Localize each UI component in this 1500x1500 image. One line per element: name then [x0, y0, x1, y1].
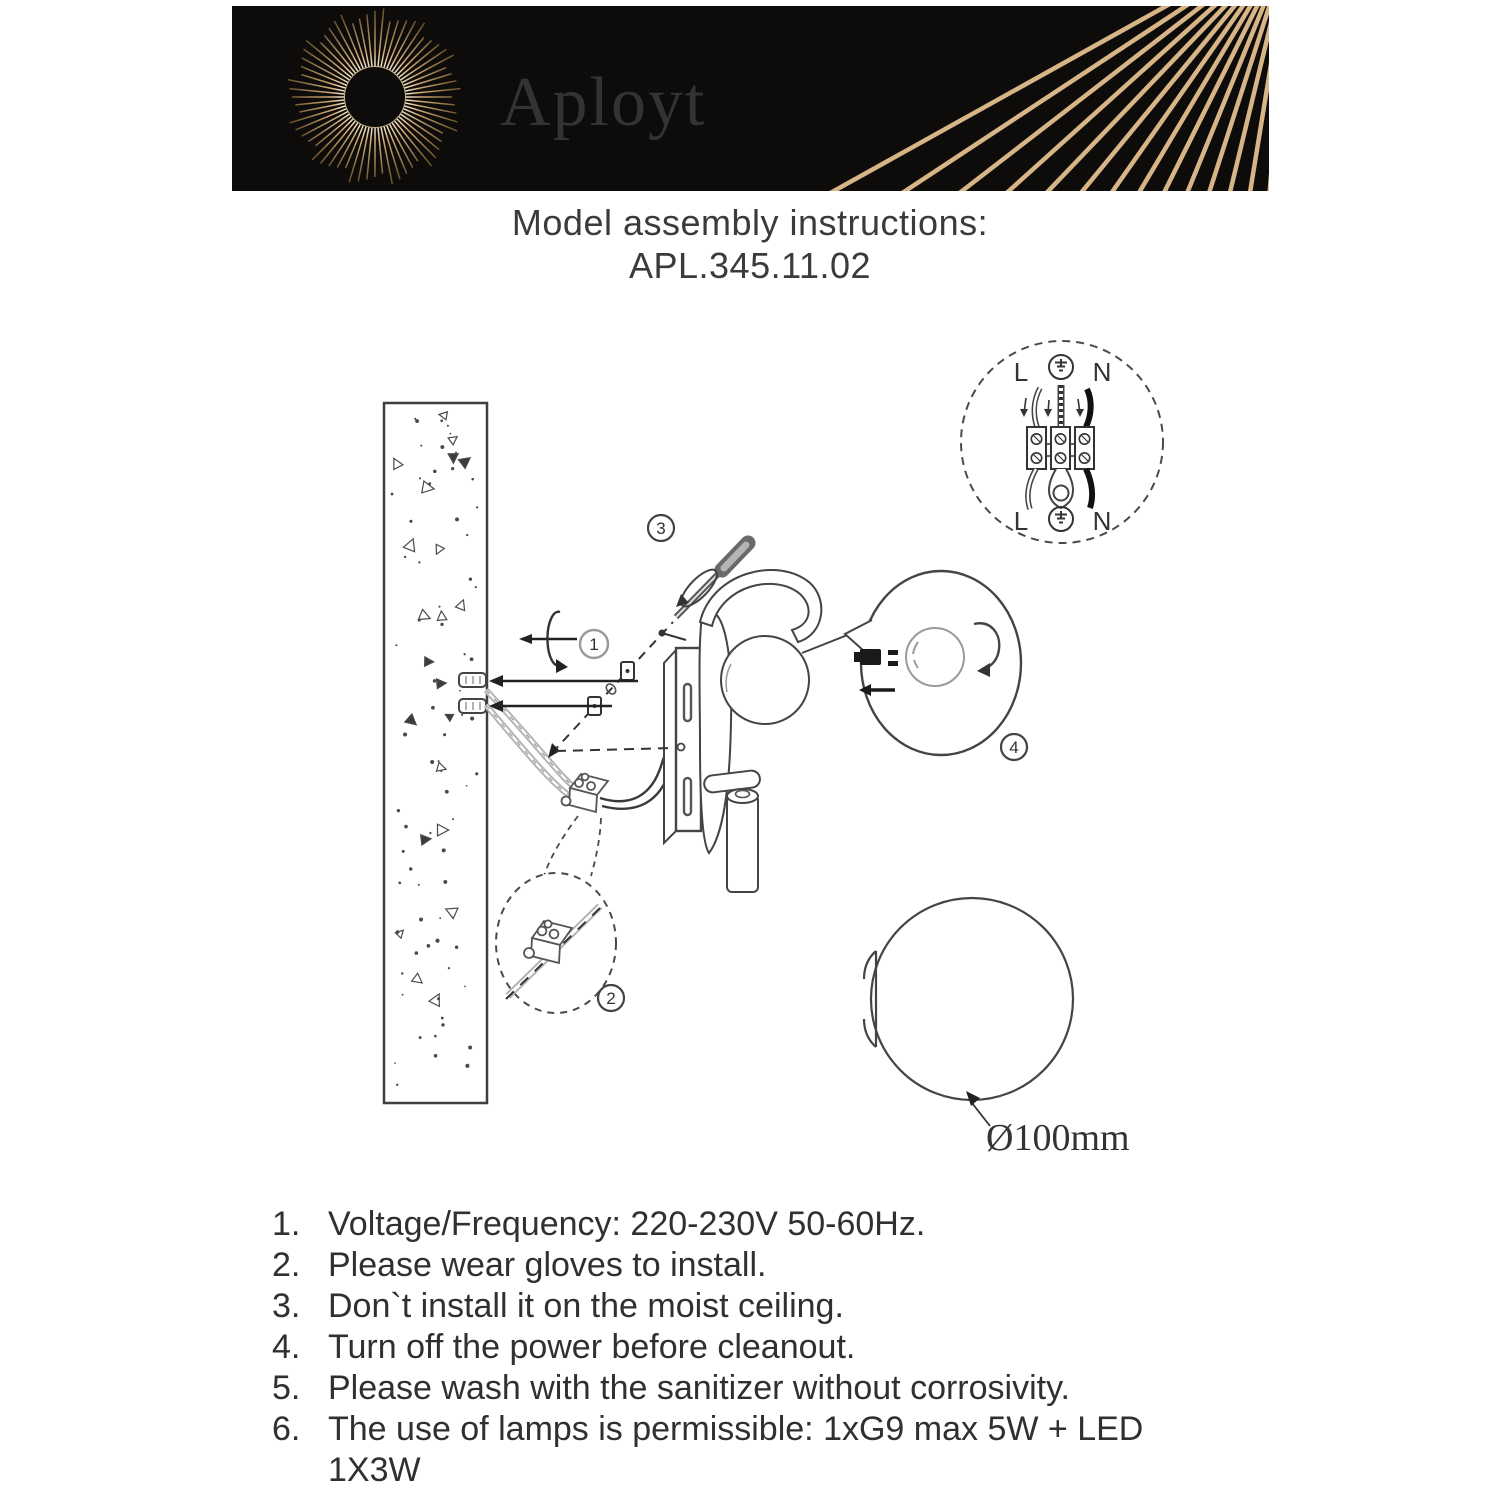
callout-1: 1: [589, 635, 599, 654]
list-item: [272, 1245, 1212, 1286]
list-item: [272, 1327, 1212, 1368]
item-text: Turn off the power before cleanout.: [328, 1328, 856, 1366]
callout-1-group: [519, 612, 608, 673]
page-title: Model assembly instructions:: [511, 202, 989, 243]
item-text: Please wash with the sanitizer without corrosivity.: [328, 1369, 1071, 1407]
item-number: 3.: [272, 1287, 301, 1325]
mounting-hole: [678, 744, 685, 751]
list-item: [272, 1368, 1212, 1409]
item-number: 1.: [272, 1205, 301, 1243]
brand-name: Aployt: [500, 64, 707, 141]
item-text: Voltage/Frequency: 220-230V 50-60Hz.: [328, 1205, 926, 1243]
item-text: Please wear gloves to install.: [328, 1246, 767, 1284]
hole-leader: [556, 748, 674, 751]
banner-art: [232, 6, 1269, 191]
lamp-globe: [721, 636, 809, 724]
item-number: 6.: [272, 1410, 301, 1448]
list-item: [272, 1204, 1212, 1245]
callout-2: 2: [606, 989, 616, 1008]
brand-banner: [232, 6, 1269, 191]
sunburst-logo-icon: [288, 8, 461, 184]
model-number: APL.345.11.02: [628, 245, 872, 286]
globe-diameter-label: Ø100mm: [986, 1117, 1130, 1159]
list-item: [272, 1409, 1212, 1491]
list-item: [272, 1286, 1212, 1327]
globe-dimension-view: [864, 898, 1130, 1159]
assembly-diagram: [330, 320, 1210, 1160]
callout-4: 4: [1009, 738, 1019, 757]
connector-plug: [860, 649, 881, 665]
detail-balloon-2: [496, 873, 624, 1013]
wall-plate: [664, 648, 701, 843]
instructions-list: [272, 1204, 1212, 1491]
item-number: 2.: [272, 1246, 301, 1284]
title-block: [0, 201, 1500, 287]
lamp-cylinder: [727, 789, 758, 892]
item-number: 5.: [272, 1369, 301, 1407]
item-text: The use of lamps is permissible: 1xG9 max 5W + LED 1X3W: [328, 1410, 1144, 1489]
detail-balloon-4: [802, 571, 1027, 760]
wiring-detail: [961, 341, 1163, 543]
callout-3: 3: [656, 519, 666, 538]
item-number: 4.: [272, 1328, 301, 1366]
wall-section: [384, 403, 487, 1103]
balloon-2-tail: [544, 816, 601, 876]
wiring-label-l-bottom: L: [1013, 506, 1029, 536]
mounting-arrows: [489, 675, 638, 712]
wiring-terminal-block: [1027, 427, 1094, 469]
item-text: Don`t install it on the moist ceiling.: [328, 1287, 844, 1325]
wiring-label-n-bottom: N: [1092, 506, 1112, 536]
wiring-label-l-top: L: [1013, 357, 1029, 387]
callout-3-group: [648, 515, 674, 541]
sunburst-ring: [345, 67, 406, 128]
wiring-label-n-top: N: [1092, 357, 1112, 387]
ray-fan-decoration: [610, 6, 1269, 191]
